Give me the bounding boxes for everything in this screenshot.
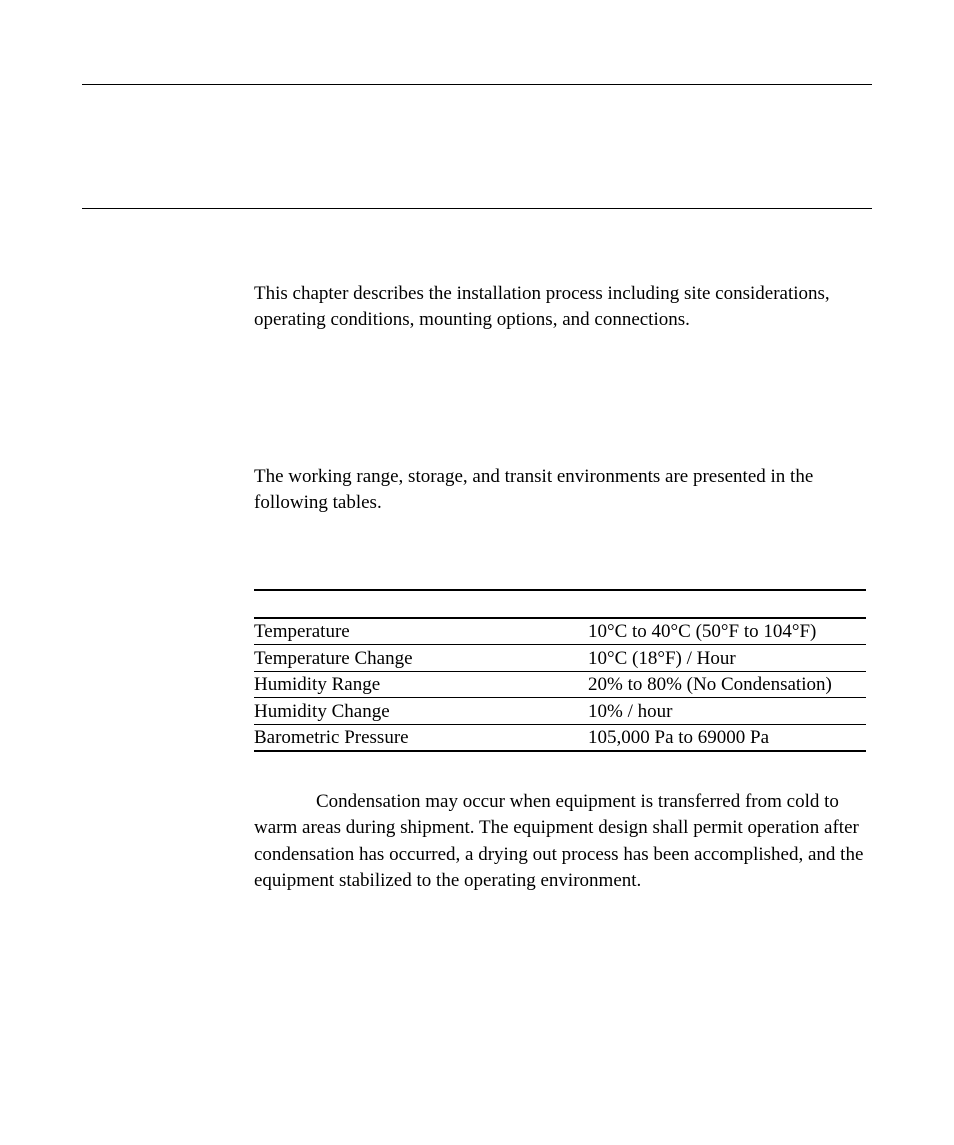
header-top-rule bbox=[82, 84, 872, 85]
table-cell-value: 20% to 80% (No Condensation) bbox=[588, 671, 866, 697]
table-cell-parameter: Humidity Change bbox=[254, 698, 588, 724]
table-header-band bbox=[254, 589, 866, 619]
header-bottom-rule bbox=[82, 208, 872, 209]
operating-environment-table bbox=[254, 589, 866, 752]
table-cell-parameter: Barometric Pressure bbox=[254, 724, 588, 751]
table-cell-parameter: Humidity Range bbox=[254, 671, 588, 697]
condensation-note bbox=[254, 789, 869, 895]
condensation-note-text: Condensation may occur when equipment is transferred from cold to warm areas during shipment. The equipment design shall permit operation after condensation has occurred, a drying out process has been accomplished, and the equipment stabilized to the operating environment. bbox=[254, 791, 864, 892]
chapter-intro-paragraph: This chapter describes the installation process including site considerations, operating conditions, mounting options, and connections. bbox=[254, 283, 830, 331]
table-cell-value: 10°C to 40°C (50°F to 104°F) bbox=[588, 619, 866, 645]
table-cell-parameter: Temperature bbox=[254, 619, 588, 645]
table-cell-value: 105,000 Pa to 69000 Pa bbox=[588, 724, 866, 751]
table-row bbox=[254, 645, 866, 671]
table-row bbox=[254, 698, 866, 724]
table-cell-value: 10°C (18°F) / Hour bbox=[588, 645, 866, 671]
table-row bbox=[254, 619, 866, 645]
table-row bbox=[254, 671, 866, 697]
table-cell-value: 10% / hour bbox=[588, 698, 866, 724]
table-cell-parameter: Temperature Change bbox=[254, 645, 588, 671]
environment-table-body bbox=[254, 619, 866, 752]
table-row bbox=[254, 724, 866, 751]
environment-intro-paragraph: The working range, storage, and transit environments are presented in the following tables. bbox=[254, 466, 814, 514]
